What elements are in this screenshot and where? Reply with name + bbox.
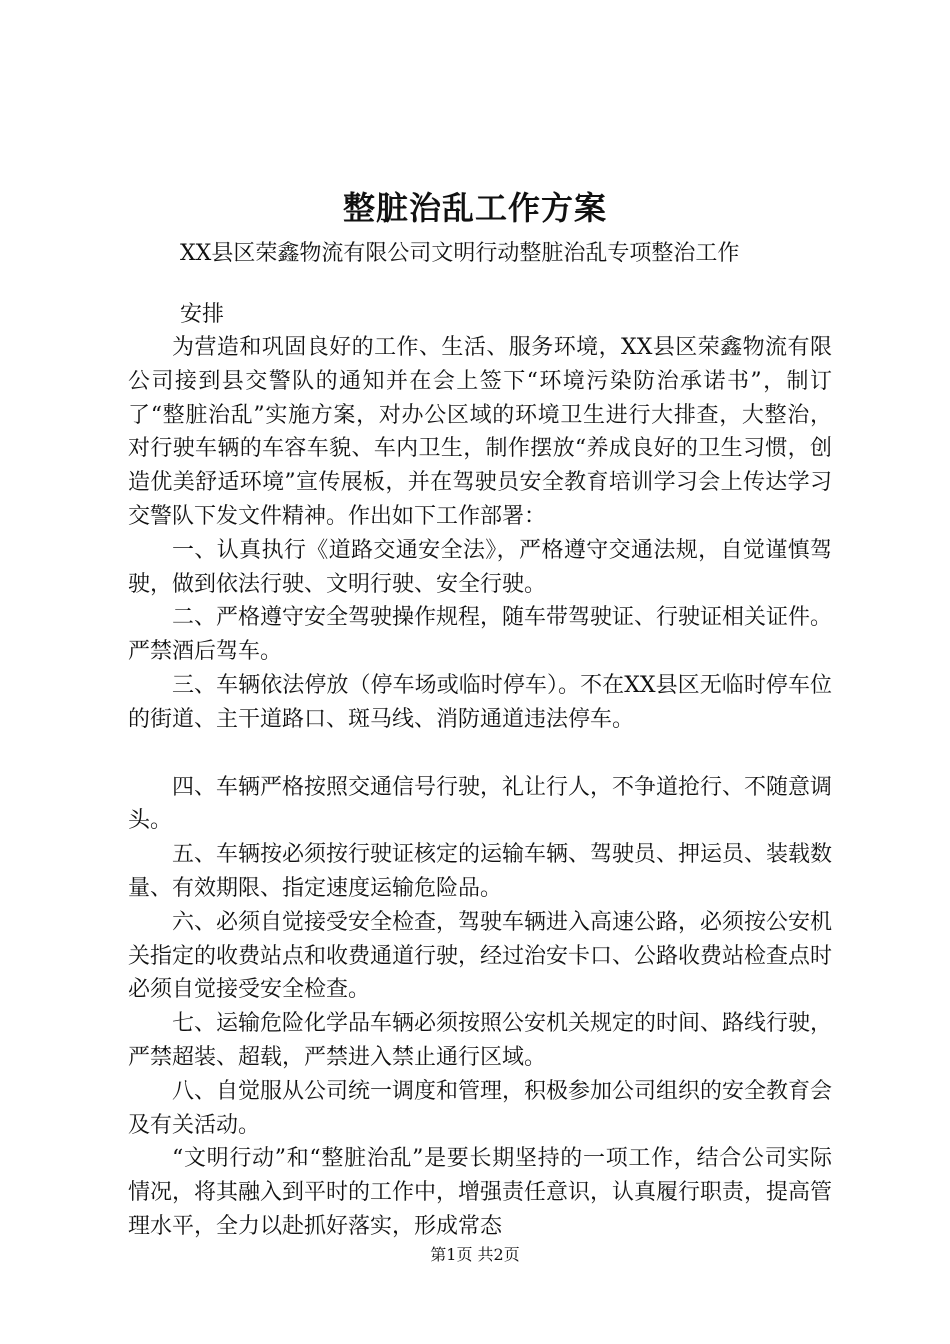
- paragraph-item-8: 八、自觉服从公司统一调度和管理，积极参加公司组织的安全教育会及有关活动。: [128, 1078, 833, 1138]
- document-body: [128, 331, 832, 1244]
- page-number-footer: 第1页 共2页: [430, 1245, 520, 1264]
- paragraph-item-3: 三、车辆依法停放（停车场或临时停车）。不在XX县区无临时停车位的街道、主干道路口、斑马线、消防通道违法停车。: [128, 672, 832, 732]
- document-title: 整脏治乱工作方案: [342, 189, 607, 227]
- paragraph-intro: 为营造和巩固良好的工作、生活、服务环境，XX县区荣鑫物流有限公司接到县交警队的通知并在会上签下“环境污染防治承诺书”，制订了“整脏治乱”实施方案，对办公区域的环境卫生进行大排查，大整治，对行驶车辆的车容车貌、车内卫生，制作摆放“养成良好的卫生习惯，创造优美舒适环境”宣传展板，并在驾驶员安全教育培训学习会上传达学习交警队下发文件精神。作出如下工作部署：: [128, 335, 832, 529]
- document-subtitle: XX县区荣鑫物流有限公司文明行动整脏治乱专项整治工作: [180, 241, 740, 266]
- paragraph-conclusion: “文明行动”和“整脏治乱”是要长期坚持的一项工作，结合公司实际情况，将其融入到平时的工作中，增强责任意识，认真履行职责，提高管理水平，全力以赴抓好落实，形成常态: [128, 1146, 833, 1239]
- paragraph-item-1: 一、认真执行《道路交通安全法》，严格遵守交通法规，自觉谨慎驾驶，做到依法行驶、文明行驶、安全行驶。: [128, 537, 832, 597]
- document-subtitle-continuation: 安排: [180, 302, 225, 327]
- paragraph-item-5: 五、车辆按必须按行驶证核定的运输车辆、驾驶员、押运员、装载数量、有效期限、指定速度运输危险品。: [128, 842, 833, 901]
- paragraph-item-4: 四、车辆严格按照交通信号行驶，礼让行人，不争道抢行、不随意调头。: [128, 774, 833, 834]
- paragraph-item-2: 二、严格遵守安全驾驶操作规程，随车带驾驶证、行驶证相关证件。严禁酒后驾车。: [128, 605, 833, 665]
- paragraph-item-6: 六、必须自觉接受安全检查，驾驶车辆进入高速公路，必须按公安机关指定的收费站点和收费通道行驶，经过治安卡口、公路收费站检查点时必须自觉接受安全检查。: [128, 909, 833, 1003]
- paragraph-item-7: 七、运输危险化学品车辆必须按照公安机关规定的时间、路线行驶，严禁超装、超载，严禁进入禁止通行区域。: [128, 1011, 833, 1070]
